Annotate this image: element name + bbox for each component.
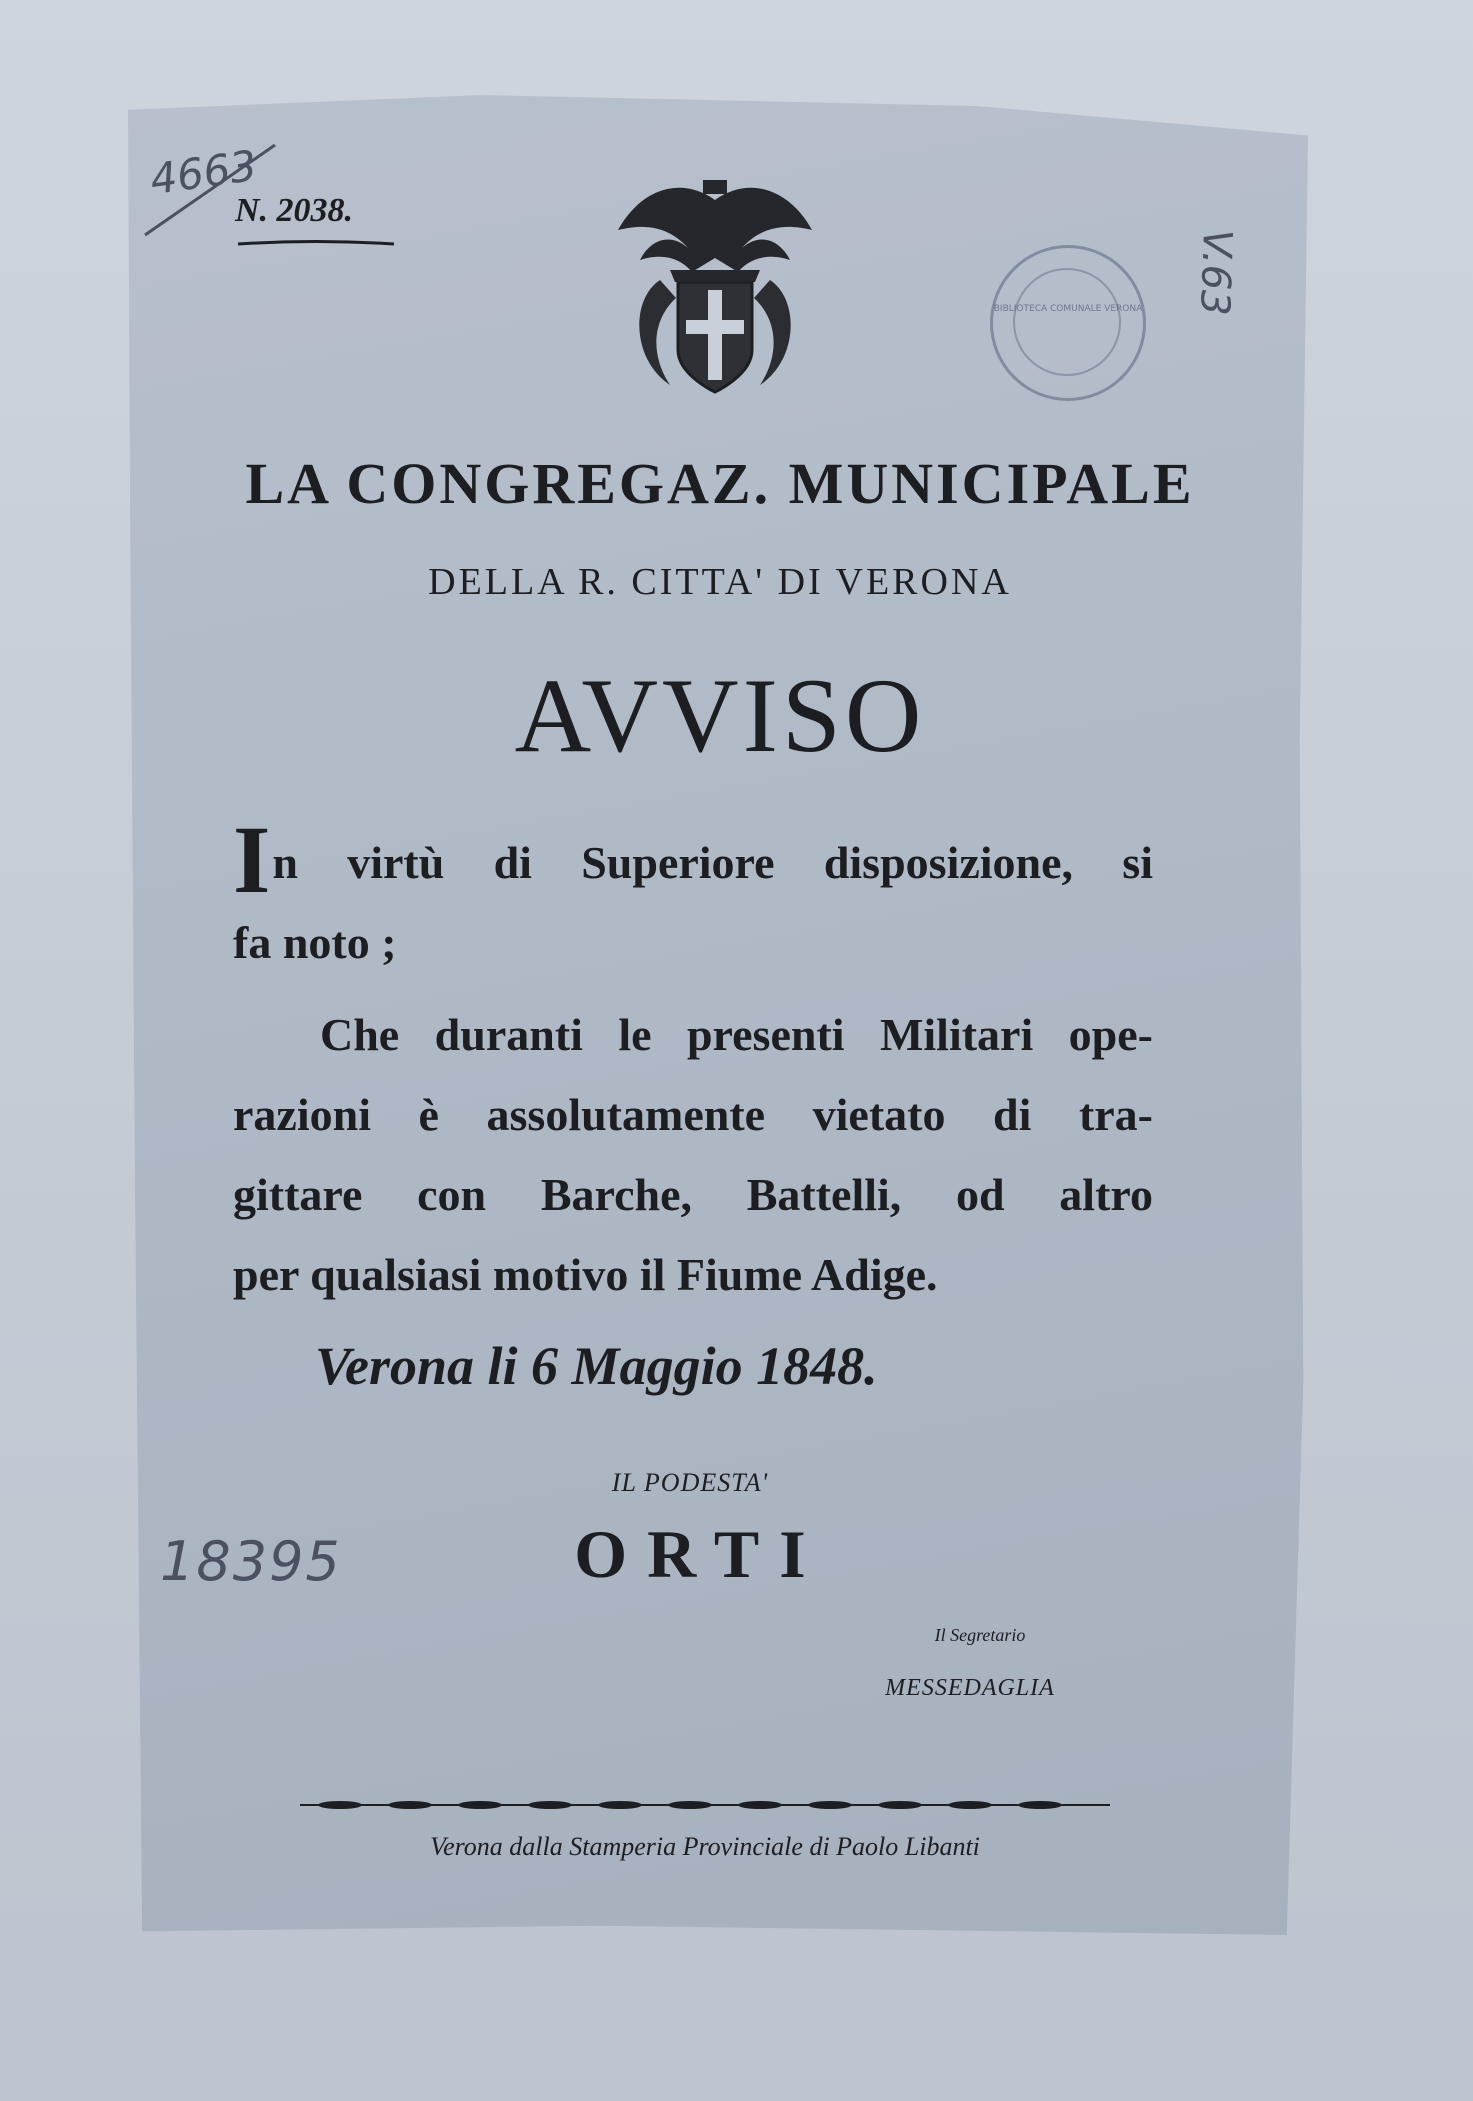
stamp-inner-ring bbox=[1013, 268, 1121, 376]
secretary-name: MESSEDAGLIA bbox=[885, 1675, 1055, 1701]
drop-cap: I bbox=[233, 806, 271, 913]
header-line-1: LA CONGREGAZ. MUNICIPALE bbox=[245, 451, 1195, 516]
body-line: per qualsiasi motivo il Fiume Adige. bbox=[233, 1249, 938, 1300]
printer-imprint: Verona dalla Stamperia Provinciale di Paolo Libanti bbox=[430, 1832, 980, 1861]
handwritten-number-left: 18395 bbox=[160, 1530, 342, 1593]
body-line: razioni è assolutamente vietato di tra- bbox=[233, 1089, 1153, 1140]
body-line: Che duranti le presenti Militari ope- bbox=[320, 1009, 1153, 1060]
number-underline bbox=[236, 238, 396, 248]
secretary-role: Il Segretario bbox=[934, 1625, 1026, 1645]
podesta-role: IL PODESTA' bbox=[611, 1468, 769, 1497]
handwritten-number-top-left: 4663 bbox=[147, 140, 260, 205]
document-number: N. 2038. bbox=[235, 192, 354, 229]
header-line-2: DELLA R. CITTA' DI VERONA bbox=[428, 561, 1012, 603]
coat-of-arms-icon bbox=[610, 170, 820, 405]
stamp-text: BIBLIOTECA COMUNALE VERONA bbox=[993, 304, 1143, 314]
body-line: gittare con Barche, Battelli, od altro bbox=[233, 1169, 1153, 1220]
body-paragraph-1 bbox=[233, 806, 1153, 983]
notice-title: AVVISO bbox=[514, 657, 926, 774]
library-stamp bbox=[990, 245, 1146, 401]
podesta-name: ORTI bbox=[574, 1516, 826, 1592]
handwritten-number-top-right: V.63 bbox=[1191, 228, 1240, 317]
body-paragraph-2 bbox=[233, 995, 1153, 1315]
body-line: fa noto ; bbox=[233, 917, 397, 968]
decorative-rule bbox=[300, 1800, 1110, 1810]
body-line bbox=[233, 806, 1153, 913]
date-line: Verona li 6 Maggio 1848. bbox=[315, 1336, 878, 1396]
body-line-text: n virtù di Superiore disposizione, si bbox=[272, 837, 1153, 888]
